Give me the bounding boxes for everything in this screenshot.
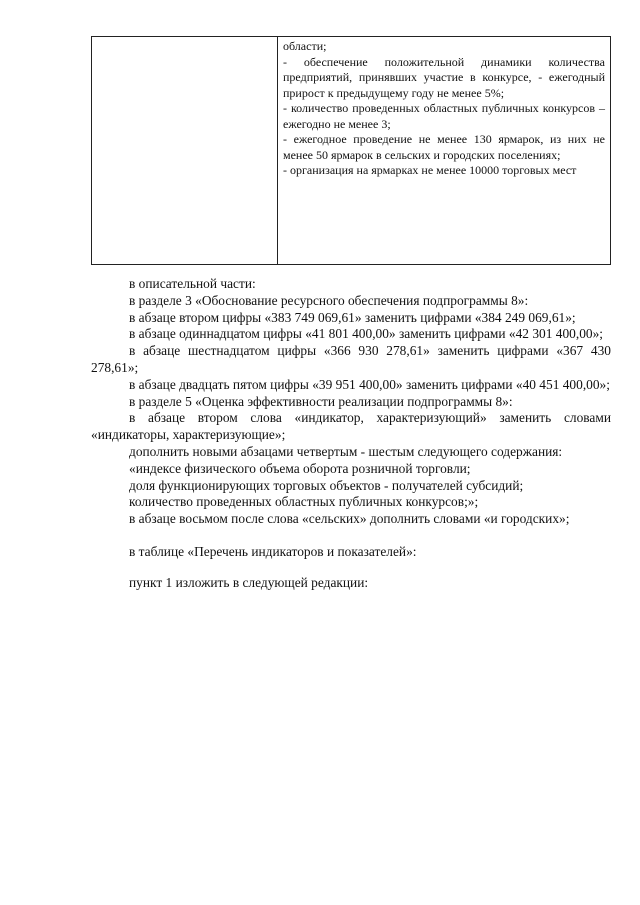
paragraph: в абзаце втором слова «индикатор, характеризующий» заменить словами «индикаторы, характеризующие»; (91, 410, 611, 443)
amendment-text (91, 276, 611, 592)
paragraph: в разделе 5 «Оценка эффективности реализации подпрограммы 8»: (129, 393, 513, 409)
table-cell-left (92, 37, 278, 264)
paragraph: дополнить новыми абзацами четвертым - шестым следующего содержания: (129, 443, 563, 459)
paragraph: количество проведенных областных публичных конкурсов;»; (129, 494, 479, 510)
paragraph: в абзаце шестнадцатом цифры «366 930 278,61» заменить цифрами «367 430 278,61»; (91, 343, 611, 375)
paragraph: в таблице «Перечень индикаторов и показателей»: (129, 543, 417, 559)
table-line: области; (283, 39, 327, 53)
table-line: - ежегодное проведение не менее 130 ярмарок, из них не менее 50 ярмарок в сельских и городских поселениях; (283, 132, 605, 162)
table-line: - организация на ярмарках не менее 10000 торговых мест (283, 163, 577, 177)
table-line: - обеспечение положительной динамики количества предприятий, принявших участие в конкурсе, - ежегодный прирост к предыдущему году не менее 5%; (283, 54, 605, 100)
paragraph: в описательной части: (129, 276, 256, 291)
paragraph: в абзаце двадцать пятом цифры «39 951 400,00» заменить цифрами «40 451 400,00»; (129, 376, 610, 392)
paragraph: «индексе физического объема оборота розничной торговли; (129, 460, 471, 476)
paragraph: в абзаце втором цифры «383 749 069,61» заменить цифрами «384 249 069,61»; (129, 309, 576, 325)
paragraph: пункт 1 изложить в следующей редакции: (129, 574, 369, 590)
paragraph: доля функционирующих торговых объектов - получателей субсидий; (129, 477, 524, 493)
table-cell-right (278, 37, 610, 264)
paragraph: в абзаце одиннадцатом цифры «41 801 400,00» заменить цифрами «42 301 400,00»; (129, 326, 604, 342)
paragraph: в разделе 3 «Обоснование ресурсного обеспечения подпрограммы 8»: (129, 292, 529, 308)
table-line: - количество проведенных областных публичных конкурсов – ежегодно не менее 3; (283, 101, 605, 131)
indicators-table-fragment (91, 36, 611, 265)
paragraph: в абзаце восьмом после слова «сельских» дополнить словами «и городских»; (129, 511, 570, 527)
